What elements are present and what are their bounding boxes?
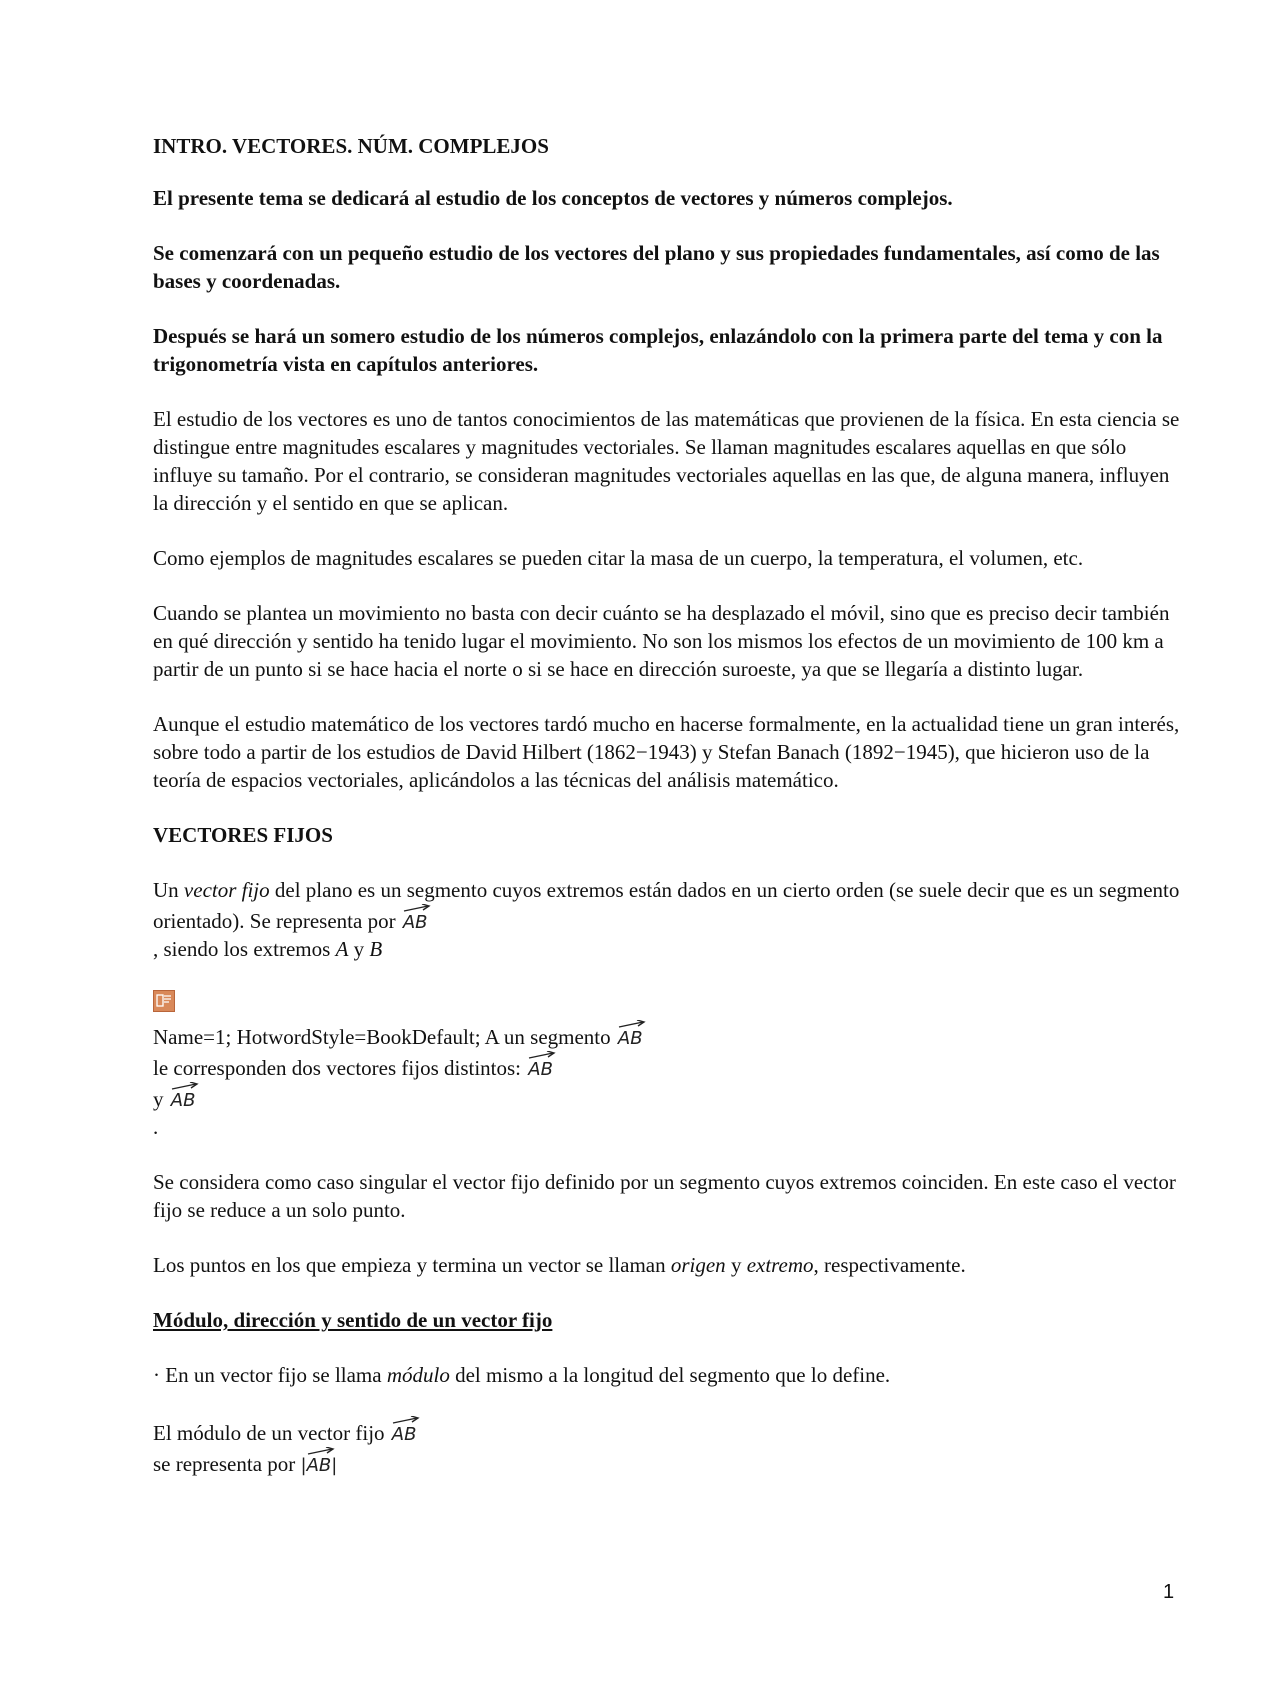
modulo-rep-line-2: se representa por [153, 1452, 301, 1476]
subsection-heading-modulo: Módulo, dirección y sentido de un vector fijo [153, 1308, 553, 1332]
vector-arrow-icon [528, 1051, 556, 1063]
page-content [153, 132, 1183, 1507]
hotword-text-1: Name=1; HotwordStyle=BookDefault; A un segmento [153, 1025, 616, 1049]
modulo-rep-line-1: El módulo de un vector fijo [153, 1421, 390, 1445]
origin-end-paragraph [153, 1251, 1183, 1279]
point-b: B [369, 937, 383, 961]
hotword-line-2 [153, 1051, 1183, 1082]
hotword-text-3: y [153, 1087, 169, 1111]
body-paragraph-4: Aunque el estudio matemático de los vectores tardó mucho en hacerse formalmente, en la actualidad tiene un gran interés, sobre todo a partir de los estudios de David Hilbert (1862−1943) y Stefan Banach (1892−1945), que hicieron uso de la teoría de espacios vectoriales, aplicándolos a las técnicas del análisis matemático. [153, 712, 1180, 792]
abs-bar-right: | [331, 1455, 338, 1476]
intro-paragraph-2: Se comenzará con un pequeño estudio de los vectores del plano y sus propiedades fundamentales, así como de las bases y coordenadas. [153, 241, 1160, 293]
singular-case-paragraph: Se considera como caso singular el vector fijo definido por un segmento cuyos extremos coinciden. En este caso el vector fijo se reduce a un solo punto. [153, 1170, 1176, 1222]
modulo-post: del mismo a la longitud del segmento que lo define. [449, 1363, 891, 1387]
hotword-book-icon[interactable] [153, 990, 175, 1012]
abs-bar-left: | [300, 1455, 307, 1476]
origin-post: , respectivamente. [813, 1253, 966, 1277]
intro-paragraph-3: Después se hará un somero estudio de los números complejos, enlazándolo con la primera parte del tema y con la trigonometría vista en capítulos anteriores. [153, 324, 1163, 376]
end-term: extremo [746, 1253, 814, 1277]
modulo-term: módulo [386, 1363, 450, 1387]
def-line2: , siendo los extremos [153, 937, 336, 961]
vector-label: AB [391, 1424, 417, 1445]
hotword-line-3 [153, 1082, 1183, 1113]
vector-arrow-icon [171, 1082, 199, 1094]
vector-arrow-icon [392, 1416, 420, 1428]
vector-label: AB [402, 912, 428, 933]
modulo-pre: · En un vector fijo se llama [153, 1363, 387, 1387]
point-a: A [335, 937, 349, 961]
origin-pre: Los puntos en los que empieza y termina un vector se llaman [153, 1253, 671, 1277]
def-mid: del plano es un segmento cuyos extremos están dados en un cierto orden (se suele decir que es un segmento orientado). Se representa por [153, 878, 1180, 933]
intro-paragraph-1: El presente tema se dedicará al estudio de los conceptos de vectores y números complejos. [153, 186, 953, 210]
vector-ab-symbol [528, 1051, 553, 1079]
body-paragraph-3: Cuando se plantea un movimiento no basta con decir cuánto se ha desplazado el móvil, sino que es preciso decir también en qué dirección y sentido ha tenido lugar el movimiento. No son los mismos los efectos de un movimiento de 100 km a partir de un punto si se hace hacia el norte o si se hace en dirección suroeste, ya que se llegaría a distinto lugar. [153, 601, 1170, 681]
origin-mid: y [725, 1253, 747, 1277]
document-title: INTRO. VECTORES. NÚM. COMPLEJOS [153, 134, 549, 158]
body-paragraph-2: Como ejemplos de magnitudes escalares se pueden citar la masa de un cuerpo, la temperatura, el volumen, etc. [153, 546, 1084, 570]
origin-term: origen [670, 1253, 726, 1277]
vector-ab-symbol [403, 904, 428, 932]
body-paragraph-1: El estudio de los vectores es uno de tantos conocimientos de las matemáticas que provienen de la física. En esta ciencia se distingue entre magnitudes escalares y magnitudes vectoriales. Se llaman magnitudes escalares aquellas en que sólo influye su tamaño. Por el contrario, se consideran magnitudes vectoriales aquellas en las que, de alguna manera, influyen la dirección y el sentido en que se aplican. [153, 407, 1180, 515]
section-heading-vectores-fijos: VECTORES FIJOS [153, 823, 333, 847]
modulo-definition [153, 1361, 1183, 1389]
hotword-line-4: . [153, 1115, 159, 1139]
vector-ab-symbol [307, 1447, 332, 1475]
def-and: y [348, 937, 370, 961]
vector-arrow-icon [618, 1020, 646, 1032]
vector-ab-symbol [618, 1020, 643, 1048]
vector-arrow-icon [307, 1447, 335, 1459]
def-pre: Un [153, 878, 184, 902]
hotword-block [153, 990, 1183, 1141]
modulo-representation [153, 1416, 1183, 1480]
vector-label: AB [170, 1090, 196, 1111]
vector-arrow-icon [403, 904, 431, 916]
def-term: vector fijo [183, 878, 270, 902]
vector-label: AB [306, 1455, 332, 1476]
hotword-text-2: le corresponden dos vectores fijos distintos: [153, 1056, 527, 1080]
hotword-line-1 [153, 1020, 1183, 1051]
vector-label: AB [617, 1028, 643, 1049]
vector-ab-symbol [171, 1082, 196, 1110]
vector-ab-symbol [392, 1416, 417, 1444]
vector-label: AB [528, 1059, 553, 1080]
fixed-vector-definition [153, 876, 1183, 963]
page-number: 1 [1163, 1581, 1175, 1603]
